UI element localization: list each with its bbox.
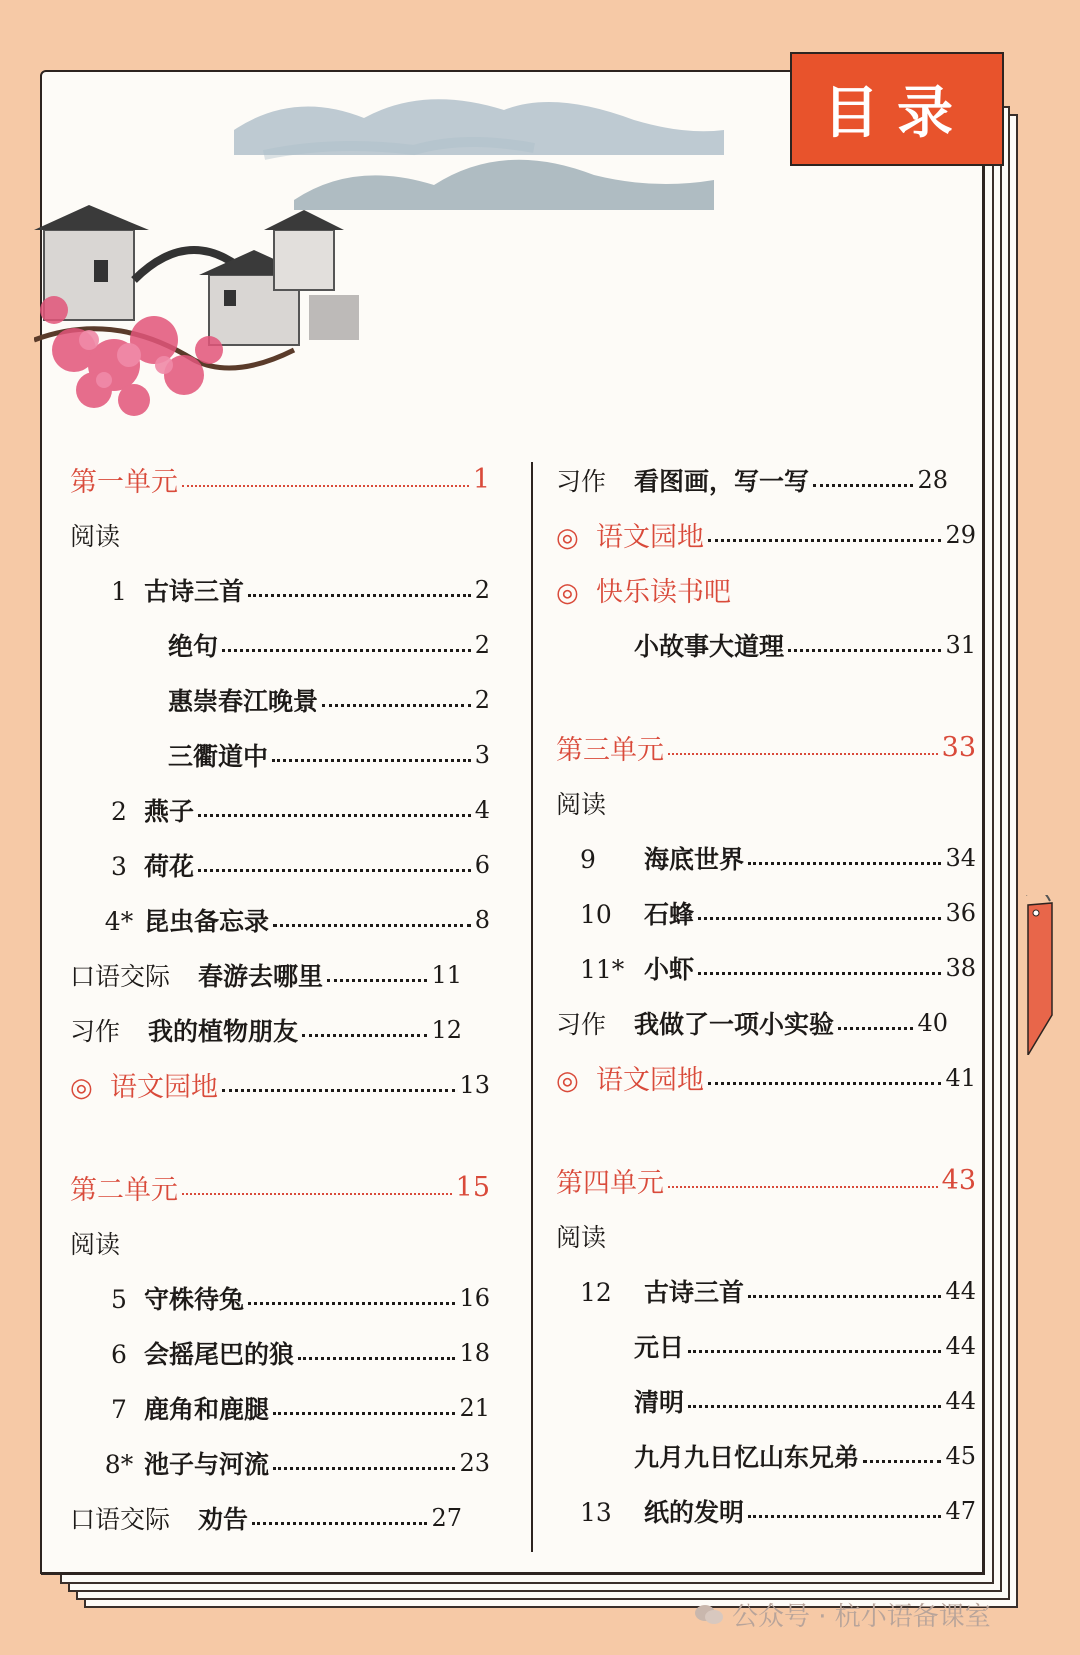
toc-left-column <box>70 452 490 1545</box>
leader-dots <box>668 753 938 755</box>
page-number: 41 <box>945 1063 976 1092</box>
toc-entry-unit <box>556 1153 976 1208</box>
activity-type: 口语交际 <box>70 1504 171 1534</box>
toc-entry-poem <box>556 1428 976 1483</box>
toc-entry-section <box>70 1215 490 1270</box>
lesson-number: 7 <box>111 1394 127 1424</box>
leader-dots <box>322 704 471 707</box>
lesson-label: 纸的发明 <box>644 1497 745 1527</box>
toc-entry-lesson <box>70 562 490 617</box>
page-number: 12 <box>431 1015 462 1044</box>
toc-entry-lesson <box>556 940 976 995</box>
leader-dots <box>272 759 471 762</box>
activity-label: 春游去哪里 <box>198 961 324 991</box>
section-spacer <box>70 1112 490 1160</box>
leader-dots <box>248 594 471 597</box>
toc-entry-unit <box>556 720 976 775</box>
lesson-title <box>70 1445 269 1481</box>
watermark-text: 公众号 · 杭小语备课室 <box>732 1602 991 1632</box>
page-number: 28 <box>917 465 948 494</box>
activity-type: 习作 <box>556 466 607 496</box>
activity-type: 口语交际 <box>70 961 171 991</box>
toc-entry-garden <box>70 1057 490 1112</box>
leader-dots <box>688 1405 941 1408</box>
lesson-label: 会摇尾巴的狼 <box>144 1339 295 1369</box>
leader-dots <box>182 1193 452 1195</box>
lesson-title <box>70 572 244 608</box>
activity-label: 我做了一项小实验 <box>634 1009 835 1039</box>
lesson-number: 2 <box>111 796 127 826</box>
lesson-number: 8* <box>104 1449 134 1479</box>
lesson-label: 燕子 <box>144 796 195 826</box>
leader-dots <box>668 1186 938 1188</box>
column-divider <box>531 462 533 1552</box>
leader-dots <box>708 539 941 542</box>
garden-label: 快乐读书吧 <box>596 577 731 608</box>
page-number: 16 <box>459 1283 490 1312</box>
garden-label: 语文园地 <box>596 1065 704 1096</box>
leader-dots <box>748 862 941 865</box>
leader-dots <box>222 1089 455 1092</box>
toc-entry-label: 清明 <box>634 1387 685 1417</box>
page-number: 2 <box>474 630 490 659</box>
activity-title <box>556 1005 834 1041</box>
garden-title <box>556 515 704 554</box>
lesson-title <box>70 1335 294 1371</box>
toc-entry-label: 第一单元 <box>70 467 178 498</box>
toc-entry-poem <box>556 1318 976 1373</box>
leader-dots <box>327 979 427 982</box>
leader-dots <box>302 1034 427 1037</box>
lesson-number: 10 <box>580 899 612 929</box>
lesson-number: 5 <box>111 1284 127 1314</box>
garden-title <box>556 570 731 609</box>
page-number: 36 <box>945 898 976 927</box>
toc-entry-lesson <box>70 1270 490 1325</box>
page-number: 40 <box>917 1008 948 1037</box>
toc-entry-poem <box>556 617 976 672</box>
lesson-number: 4* <box>104 906 134 936</box>
toc-entry-unit <box>70 452 490 507</box>
toc-entry-label: 阅读 <box>556 1222 607 1252</box>
activity-title <box>70 1500 248 1536</box>
bookmark-ribbon <box>1022 895 1056 1055</box>
leader-dots <box>863 1460 941 1463</box>
garden-title <box>70 1065 218 1104</box>
toc-entry-garden <box>556 562 976 617</box>
lesson-number: 6 <box>111 1339 127 1369</box>
page-number: 44 <box>945 1386 976 1415</box>
double-circle-icon: ◎ <box>556 578 579 608</box>
lesson-number: 11* <box>580 954 625 984</box>
garden-label: 语文园地 <box>596 522 704 553</box>
lesson-label: 石蜂 <box>644 899 695 929</box>
toc-entry-label: 惠崇春江晚景 <box>168 686 319 716</box>
lesson-label: 昆虫备忘录 <box>144 906 270 936</box>
toc-entry-label: 阅读 <box>70 521 121 551</box>
toc-entry-lesson <box>70 1325 490 1380</box>
page-number: 2 <box>474 575 490 604</box>
leader-dots <box>198 814 471 817</box>
page-number: 38 <box>945 953 976 982</box>
lesson-title <box>70 792 194 828</box>
lesson-label: 鹿角和鹿腿 <box>144 1394 270 1424</box>
toc-entry-poem <box>70 672 490 727</box>
toc-entry-lesson <box>70 782 490 837</box>
toc-entry-oral <box>70 947 462 1002</box>
leader-dots <box>182 485 469 487</box>
page-number: 18 <box>459 1338 490 1367</box>
toc-right-column <box>556 452 976 1538</box>
activity-title <box>70 957 323 993</box>
activity-type: 习作 <box>70 1016 121 1046</box>
lesson-number: 13 <box>580 1497 612 1527</box>
toc-entry-label: 第二单元 <box>70 1175 178 1206</box>
lesson-title <box>70 902 269 938</box>
leader-dots <box>198 869 471 872</box>
toc-entry-poem <box>70 617 490 672</box>
toc-entry-poem <box>70 727 490 782</box>
lesson-title <box>70 1280 244 1316</box>
leader-dots <box>813 484 913 487</box>
lesson-label: 古诗三首 <box>644 1277 745 1307</box>
page-number: 6 <box>474 850 490 879</box>
page-number: 1 <box>472 464 490 495</box>
leader-dots <box>838 1027 913 1030</box>
lesson-title <box>556 895 694 931</box>
toc-entry-oral <box>556 995 948 1050</box>
page-number: 13 <box>459 1070 490 1099</box>
page-number: 3 <box>474 740 490 769</box>
lesson-label: 海底世界 <box>644 844 745 874</box>
toc-entry-label: 阅读 <box>70 1229 121 1259</box>
toc-entry-label: 小故事大道理 <box>634 631 785 661</box>
toc-entry-label: 阅读 <box>556 789 607 819</box>
leader-dots <box>748 1515 941 1518</box>
toc-entry-lesson <box>556 830 976 885</box>
lesson-number: 1 <box>111 576 127 606</box>
toc-entry-lesson <box>70 1435 490 1490</box>
leader-dots <box>788 649 941 652</box>
lesson-label: 池子与河流 <box>144 1449 270 1479</box>
toc-entry-label: 九月九日忆山东兄弟 <box>634 1442 860 1472</box>
page-number: 45 <box>945 1441 976 1470</box>
activity-title <box>556 462 809 498</box>
garden-label: 语文园地 <box>110 1072 218 1103</box>
page-number: 43 <box>941 1165 976 1196</box>
lesson-label: 小虾 <box>644 954 695 984</box>
leader-dots <box>273 1467 455 1470</box>
activity-label: 劝告 <box>198 1504 249 1534</box>
section-spacer <box>556 672 976 720</box>
lesson-title <box>556 950 694 986</box>
lesson-label: 荷花 <box>144 851 195 881</box>
lesson-label: 守株待兔 <box>144 1284 245 1314</box>
toc-entry-label: 三衢道中 <box>168 741 269 771</box>
leader-dots <box>273 924 471 927</box>
page-number: 31 <box>945 630 976 659</box>
watermark <box>694 1596 991 1633</box>
toc-entry-garden <box>556 1050 976 1105</box>
leader-dots <box>698 917 941 920</box>
leader-dots <box>708 1082 941 1085</box>
lesson-number: 3 <box>111 851 127 881</box>
leader-dots <box>248 1302 455 1305</box>
lesson-title <box>70 847 194 883</box>
toc-entry-oral <box>70 1002 462 1057</box>
toc-entry-label: 绝句 <box>168 631 219 661</box>
double-circle-icon: ◎ <box>556 1066 579 1096</box>
lesson-number: 12 <box>580 1277 612 1307</box>
lesson-title <box>556 1493 744 1529</box>
garden-title <box>556 1058 704 1097</box>
toc-entry-lesson <box>556 885 976 940</box>
toc-title-tab: 目录 <box>790 52 1004 166</box>
toc-entry-unit <box>70 1160 490 1215</box>
toc-entry-section <box>556 775 976 830</box>
activity-title <box>70 1012 298 1048</box>
chat-bubble-icon <box>694 1603 724 1627</box>
toc-entry-label: 第三单元 <box>556 735 664 766</box>
page-number: 29 <box>945 520 976 549</box>
leader-dots <box>698 972 941 975</box>
lesson-title <box>556 1273 744 1309</box>
page-number: 15 <box>455 1172 490 1203</box>
lesson-title <box>70 1390 269 1426</box>
page-number: 44 <box>945 1276 976 1305</box>
leader-dots <box>222 649 471 652</box>
activity-type: 习作 <box>556 1009 607 1039</box>
toc-entry-lesson <box>70 1380 490 1435</box>
toc-entry-section <box>556 1208 976 1263</box>
leader-dots <box>252 1522 427 1525</box>
toc-entry-oral <box>70 1490 462 1545</box>
toc-entry-lesson <box>70 892 490 947</box>
landscape-illustration <box>34 80 794 440</box>
toc-entry-poem <box>556 1373 976 1428</box>
toc-entry-label: 元日 <box>634 1332 685 1362</box>
toc-entry-lesson <box>556 1483 976 1538</box>
page-number: 21 <box>459 1393 490 1422</box>
page-number: 33 <box>941 732 976 763</box>
page-number: 8 <box>474 905 490 934</box>
toc-entry-section <box>70 507 490 562</box>
activity-label: 我的植物朋友 <box>148 1016 299 1046</box>
page-number: 11 <box>431 960 462 989</box>
page-number: 34 <box>945 843 976 872</box>
page-number: 2 <box>474 685 490 714</box>
page-number: 27 <box>431 1503 462 1532</box>
toc-entry-garden <box>556 507 976 562</box>
section-spacer <box>556 1105 976 1153</box>
toc-entry-oral <box>556 452 948 507</box>
leader-dots <box>298 1357 455 1360</box>
page-number: 47 <box>945 1496 976 1525</box>
leader-dots <box>688 1350 941 1353</box>
leader-dots <box>748 1295 941 1298</box>
lesson-title <box>556 840 744 876</box>
toc-entry-lesson <box>70 837 490 892</box>
activity-label: 看图画，写一写 <box>634 466 810 496</box>
page-number: 44 <box>945 1331 976 1360</box>
double-circle-icon: ◎ <box>556 523 579 553</box>
page-number: 4 <box>474 795 490 824</box>
lesson-number: 9 <box>580 844 596 874</box>
double-circle-icon: ◎ <box>70 1073 93 1103</box>
lesson-label: 古诗三首 <box>144 576 245 606</box>
toc-entry-label: 第四单元 <box>556 1168 664 1199</box>
toc-entry-lesson <box>556 1263 976 1318</box>
page-number: 23 <box>459 1448 490 1477</box>
leader-dots <box>273 1412 455 1415</box>
